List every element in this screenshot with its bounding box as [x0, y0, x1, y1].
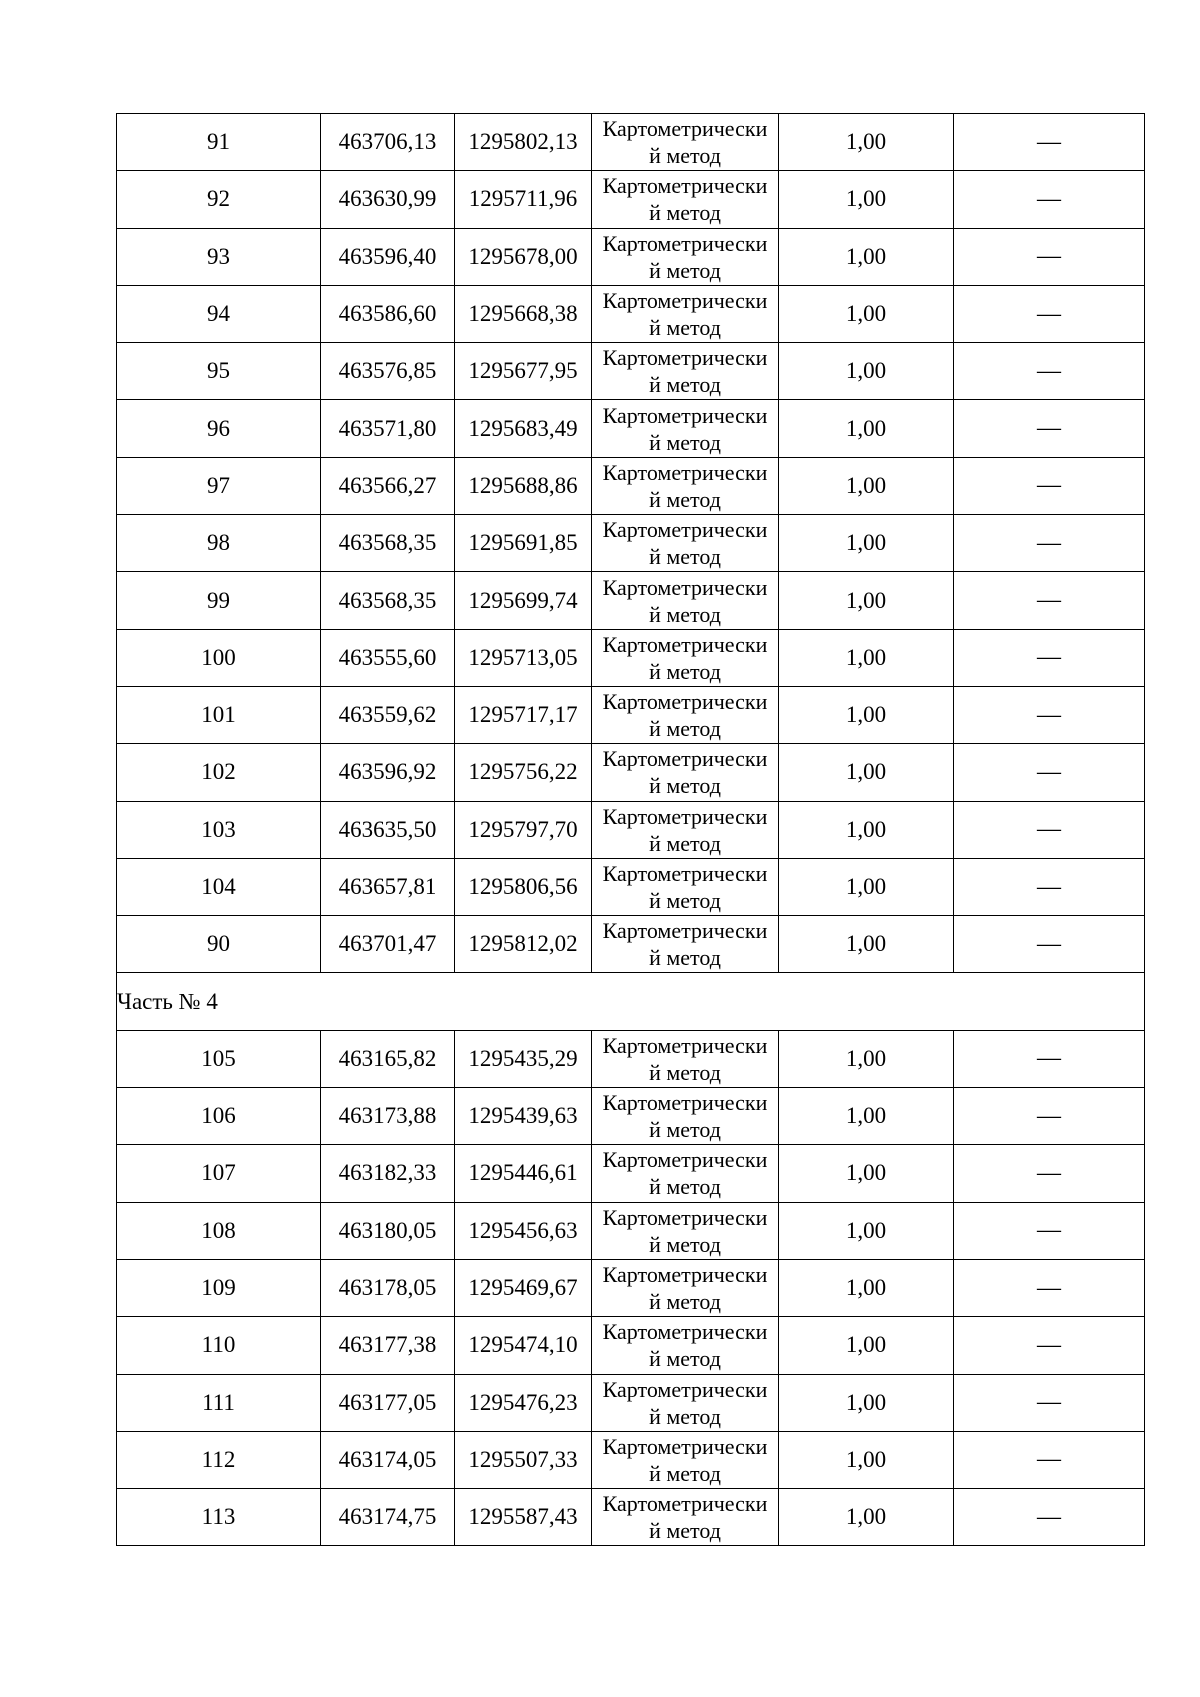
method-cell: Картометрически й метод [592, 1202, 779, 1259]
accuracy-cell: 1,00 [779, 1088, 954, 1145]
x-coordinate-cell: 463555,60 [321, 629, 455, 686]
table-row [117, 1489, 1145, 1546]
point-number-cell: 109 [117, 1259, 321, 1316]
point-number-cell: 98 [117, 515, 321, 572]
table-row [117, 285, 1145, 342]
method-cell: Картометрически й метод [592, 629, 779, 686]
note-cell: — [954, 1489, 1145, 1546]
x-coordinate-cell: 463586,60 [321, 285, 455, 342]
y-coordinate-cell: 1295507,33 [455, 1431, 592, 1488]
y-coordinate-cell: 1295806,56 [455, 858, 592, 915]
table-row [117, 1431, 1145, 1488]
method-cell: Картометрически й метод [592, 1431, 779, 1488]
note-cell: — [954, 1202, 1145, 1259]
y-coordinate-cell: 1295802,13 [455, 114, 592, 171]
table-row [117, 1374, 1145, 1431]
method-cell: Картометрически й метод [592, 1088, 779, 1145]
point-number-cell: 93 [117, 228, 321, 285]
point-number-cell: 102 [117, 744, 321, 801]
table-row [117, 171, 1145, 228]
x-coordinate-cell: 463596,92 [321, 744, 455, 801]
accuracy-cell: 1,00 [779, 1317, 954, 1374]
point-number-cell: 99 [117, 572, 321, 629]
method-cell: Картометрически й метод [592, 1259, 779, 1316]
y-coordinate-cell: 1295435,29 [455, 1030, 592, 1087]
method-cell: Картометрически й метод [592, 343, 779, 400]
accuracy-cell: 1,00 [779, 916, 954, 973]
point-number-cell: 90 [117, 916, 321, 973]
x-coordinate-cell: 463596,40 [321, 228, 455, 285]
method-cell: Картометрически й метод [592, 228, 779, 285]
y-coordinate-cell: 1295797,70 [455, 801, 592, 858]
table-row [117, 1259, 1145, 1316]
table-row [117, 400, 1145, 457]
y-coordinate-cell: 1295678,00 [455, 228, 592, 285]
y-coordinate-cell: 1295668,38 [455, 285, 592, 342]
accuracy-cell: 1,00 [779, 285, 954, 342]
method-cell: Картометрически й метод [592, 400, 779, 457]
method-cell: Картометрически й метод [592, 171, 779, 228]
accuracy-cell: 1,00 [779, 1489, 954, 1546]
table-row [117, 744, 1145, 801]
accuracy-cell: 1,00 [779, 171, 954, 228]
method-cell: Картометрически й метод [592, 114, 779, 171]
x-coordinate-cell: 463576,85 [321, 343, 455, 400]
accuracy-cell: 1,00 [779, 1202, 954, 1259]
accuracy-cell: 1,00 [779, 515, 954, 572]
accuracy-cell: 1,00 [779, 1431, 954, 1488]
note-cell: — [954, 629, 1145, 686]
accuracy-cell: 1,00 [779, 457, 954, 514]
y-coordinate-cell: 1295446,61 [455, 1145, 592, 1202]
point-number-cell: 94 [117, 285, 321, 342]
x-coordinate-cell: 463173,88 [321, 1088, 455, 1145]
table-row [117, 629, 1145, 686]
accuracy-cell: 1,00 [779, 1374, 954, 1431]
y-coordinate-cell: 1295713,05 [455, 629, 592, 686]
method-cell: Картометрически й метод [592, 744, 779, 801]
note-cell: — [954, 228, 1145, 285]
note-cell: — [954, 916, 1145, 973]
table-row [117, 228, 1145, 285]
accuracy-cell: 1,00 [779, 744, 954, 801]
table-row [117, 114, 1145, 171]
x-coordinate-cell: 463182,33 [321, 1145, 455, 1202]
x-coordinate-cell: 463657,81 [321, 858, 455, 915]
accuracy-cell: 1,00 [779, 686, 954, 743]
note-cell: — [954, 858, 1145, 915]
y-coordinate-cell: 1295699,74 [455, 572, 592, 629]
note-cell: — [954, 457, 1145, 514]
y-coordinate-cell: 1295756,22 [455, 744, 592, 801]
point-number-cell: 96 [117, 400, 321, 457]
note-cell: — [954, 1431, 1145, 1488]
accuracy-cell: 1,00 [779, 1259, 954, 1316]
x-coordinate-cell: 463178,05 [321, 1259, 455, 1316]
point-number-cell: 105 [117, 1030, 321, 1087]
accuracy-cell: 1,00 [779, 629, 954, 686]
accuracy-cell: 1,00 [779, 801, 954, 858]
note-cell: — [954, 801, 1145, 858]
x-coordinate-cell: 463165,82 [321, 1030, 455, 1087]
note-cell: — [954, 343, 1145, 400]
y-coordinate-cell: 1295469,67 [455, 1259, 592, 1316]
x-coordinate-cell: 463177,05 [321, 1374, 455, 1431]
table-row [117, 1088, 1145, 1145]
y-coordinate-cell: 1295677,95 [455, 343, 592, 400]
method-cell: Картометрически й метод [592, 1374, 779, 1431]
y-coordinate-cell: 1295474,10 [455, 1317, 592, 1374]
x-coordinate-cell: 463635,50 [321, 801, 455, 858]
table-row [117, 343, 1145, 400]
x-coordinate-cell: 463177,38 [321, 1317, 455, 1374]
accuracy-cell: 1,00 [779, 114, 954, 171]
x-coordinate-cell: 463571,80 [321, 400, 455, 457]
point-number-cell: 113 [117, 1489, 321, 1546]
y-coordinate-cell: 1295717,17 [455, 686, 592, 743]
x-coordinate-cell: 463566,27 [321, 457, 455, 514]
table-row [117, 457, 1145, 514]
method-cell: Картометрически й метод [592, 801, 779, 858]
note-cell: — [954, 1374, 1145, 1431]
table-row [117, 1202, 1145, 1259]
point-number-cell: 91 [117, 114, 321, 171]
x-coordinate-cell: 463701,47 [321, 916, 455, 973]
x-coordinate-cell: 463568,35 [321, 572, 455, 629]
x-coordinate-cell: 463630,99 [321, 171, 455, 228]
accuracy-cell: 1,00 [779, 572, 954, 629]
note-cell: — [954, 515, 1145, 572]
accuracy-cell: 1,00 [779, 228, 954, 285]
method-cell: Картометрически й метод [592, 1145, 779, 1202]
y-coordinate-cell: 1295691,85 [455, 515, 592, 572]
method-cell: Картометрически й метод [592, 572, 779, 629]
note-cell: — [954, 285, 1145, 342]
note-cell: — [954, 744, 1145, 801]
point-number-cell: 104 [117, 858, 321, 915]
note-cell: — [954, 1088, 1145, 1145]
point-number-cell: 97 [117, 457, 321, 514]
accuracy-cell: 1,00 [779, 1030, 954, 1087]
table-row [117, 1317, 1145, 1374]
table-row [117, 1145, 1145, 1202]
y-coordinate-cell: 1295683,49 [455, 400, 592, 457]
y-coordinate-cell: 1295476,23 [455, 1374, 592, 1431]
point-number-cell: 92 [117, 171, 321, 228]
method-cell: Картометрически й метод [592, 1317, 779, 1374]
note-cell: — [954, 114, 1145, 171]
method-cell: Картометрически й метод [592, 858, 779, 915]
point-number-cell: 107 [117, 1145, 321, 1202]
method-cell: Картометрически й метод [592, 1030, 779, 1087]
table-row [117, 916, 1145, 973]
accuracy-cell: 1,00 [779, 343, 954, 400]
method-cell: Картометрически й метод [592, 1489, 779, 1546]
x-coordinate-cell: 463706,13 [321, 114, 455, 171]
point-number-cell: 108 [117, 1202, 321, 1259]
table-row [117, 686, 1145, 743]
point-number-cell: 111 [117, 1374, 321, 1431]
y-coordinate-cell: 1295587,43 [455, 1489, 592, 1546]
note-cell: — [954, 1145, 1145, 1202]
table-row [117, 801, 1145, 858]
accuracy-cell: 1,00 [779, 858, 954, 915]
method-cell: Картометрически й метод [592, 285, 779, 342]
point-number-cell: 112 [117, 1431, 321, 1488]
point-number-cell: 106 [117, 1088, 321, 1145]
method-cell: Картометрически й метод [592, 515, 779, 572]
note-cell: — [954, 400, 1145, 457]
note-cell: — [954, 1317, 1145, 1374]
point-number-cell: 110 [117, 1317, 321, 1374]
table-row [117, 515, 1145, 572]
method-cell: Картометрически й метод [592, 916, 779, 973]
section-label: Часть № 4 [117, 973, 1145, 1030]
x-coordinate-cell: 463180,05 [321, 1202, 455, 1259]
note-cell: — [954, 572, 1145, 629]
note-cell: — [954, 1259, 1145, 1316]
accuracy-cell: 1,00 [779, 1145, 954, 1202]
table-row [117, 1030, 1145, 1087]
note-cell: — [954, 171, 1145, 228]
point-number-cell: 95 [117, 343, 321, 400]
table-row [117, 858, 1145, 915]
x-coordinate-cell: 463174,05 [321, 1431, 455, 1488]
y-coordinate-cell: 1295812,02 [455, 916, 592, 973]
point-number-cell: 101 [117, 686, 321, 743]
x-coordinate-cell: 463568,35 [321, 515, 455, 572]
accuracy-cell: 1,00 [779, 400, 954, 457]
table-row [117, 572, 1145, 629]
point-number-cell: 103 [117, 801, 321, 858]
y-coordinate-cell: 1295439,63 [455, 1088, 592, 1145]
method-cell: Картометрически й метод [592, 686, 779, 743]
section-row [117, 973, 1145, 1030]
method-cell: Картометрически й метод [592, 457, 779, 514]
y-coordinate-cell: 1295688,86 [455, 457, 592, 514]
x-coordinate-cell: 463174,75 [321, 1489, 455, 1546]
y-coordinate-cell: 1295711,96 [455, 171, 592, 228]
coordinates-table [116, 113, 1145, 1546]
point-number-cell: 100 [117, 629, 321, 686]
x-coordinate-cell: 463559,62 [321, 686, 455, 743]
y-coordinate-cell: 1295456,63 [455, 1202, 592, 1259]
note-cell: — [954, 686, 1145, 743]
table-body [117, 114, 1145, 1546]
note-cell: — [954, 1030, 1145, 1087]
